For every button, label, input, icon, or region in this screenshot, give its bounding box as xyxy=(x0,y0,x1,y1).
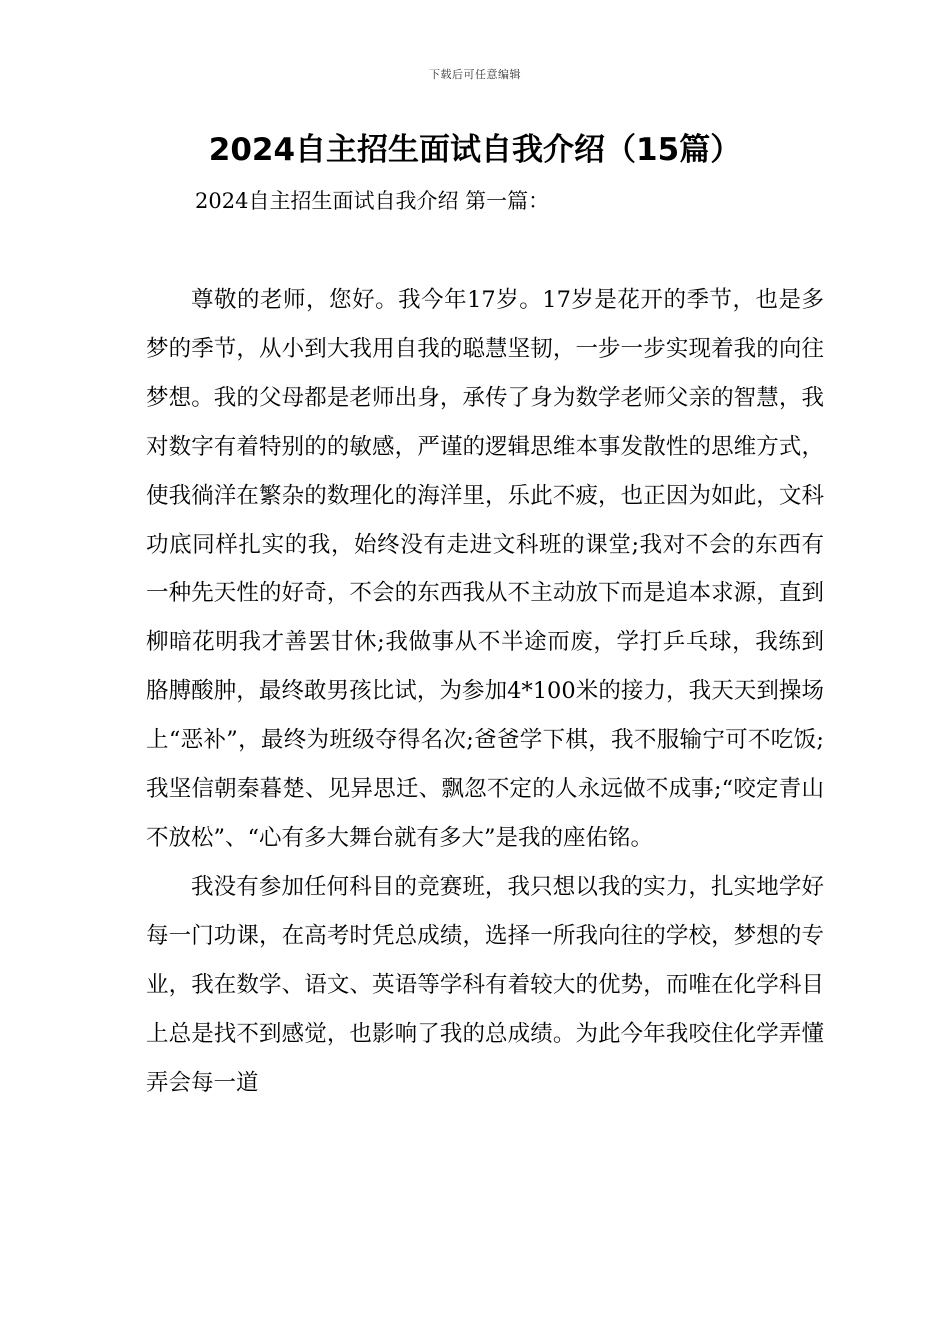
document-body xyxy=(146,276,824,1107)
body-paragraph-1: 尊敬的老师，您好。我今年17岁。17岁是花开的季节，也是多梦的季节，从小到大我用自我的聪慧坚韧，一步一步实现着我的向往梦想。我的父母都是老师出身，承传了身为数学老师父亲的智慧，我对数字有着特别的的敏感，严谨的逻辑思维本事发散性的思维方式，使我徜洋在繁杂的数理化的海洋里，乐此不疲，也正因为如此，文科功底同样扎实的我，始终没有走进文科班的课堂;我对不会的东西有一种先天性的好奇，不会的东西我从不主动放下而是追本求源，直到柳暗花明我才善罢甘休;我做事从不半途而废，学打乒乓球，我练到胳膊酸肿，最终敢男孩比试，为参加4*100米的接力，我天天到操场上“恶补”，最终为班级夺得名次;爸爸学下棋，我不服输宁可不吃饭;我坚信朝秦暮楚、见异思迁、飘忽不定的人永远做不成事;“咬定青山不放松”、“心有多大舞台就有多大”是我的座佑铭。 xyxy=(146,287,824,851)
page-header-note: 下载后可任意编辑 xyxy=(429,68,521,81)
document-title: 2024自主招生面试自我介绍（15篇） xyxy=(208,132,742,168)
body-paragraph-2: 我没有参加任何科目的竞赛班，我只想以我的实力，扎实地学好每一门功课，在高考时凭总成绩，选择一所我向往的学校，梦想的专业，我在数学、语文、英语等学科有着较大的优势，而唯在化学科目上总是找不到感觉，也影响了我的总成绩。为此今年我咬住化学弄懂弄会每一道 xyxy=(146,873,824,1096)
document-subtitle: 2024自主招生面试自我介绍 第一篇： xyxy=(195,189,550,213)
